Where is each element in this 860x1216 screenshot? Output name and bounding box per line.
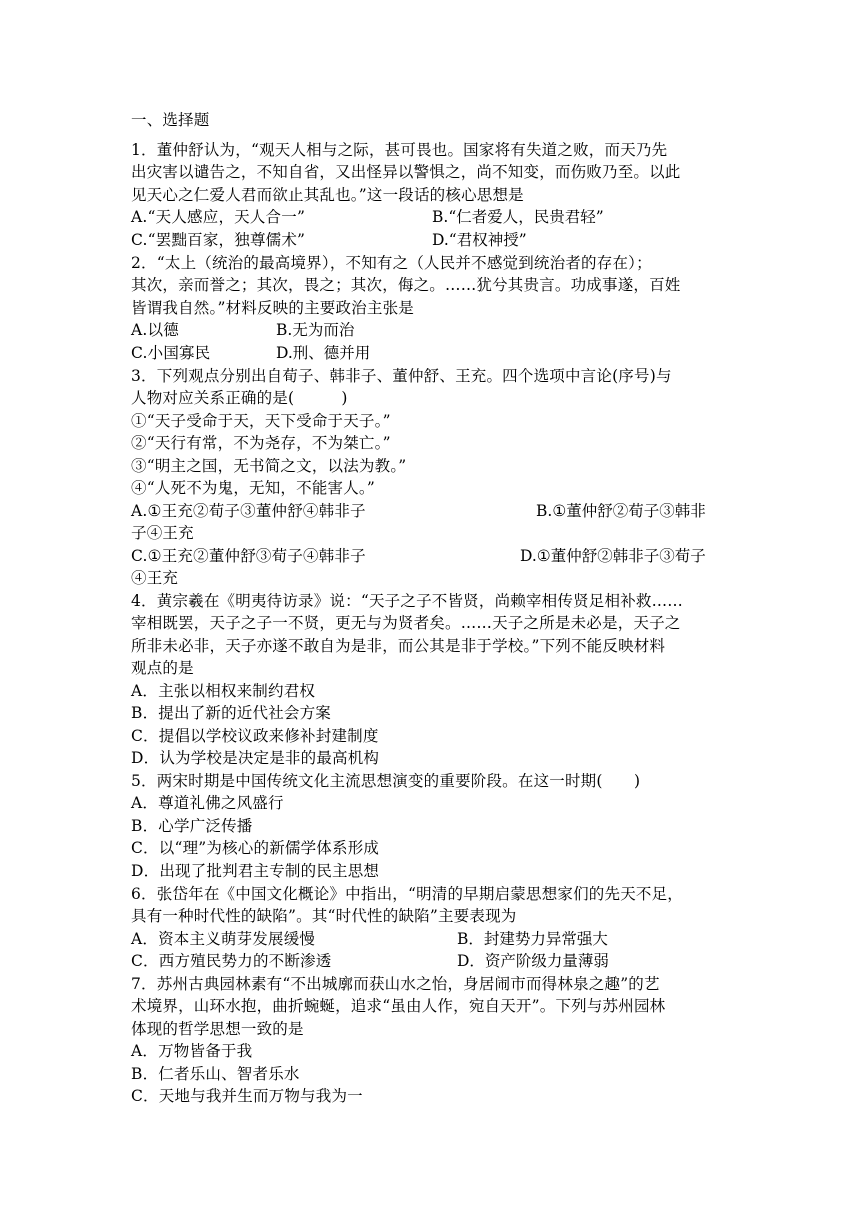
question-4-option-d: D．认为学校是决定是非的最高机构 xyxy=(131,749,380,767)
question-6-line-2: 具有一种时代性的缺陷”。其“时代性的缺陷”主要表现为 xyxy=(131,907,517,925)
question-3-line-2: 人物对应关系正确的是( ) xyxy=(131,389,348,407)
question-3-statement-2: ②“天行有常，不为尧存，不为桀亡。” xyxy=(131,434,391,452)
question-4-line-1: 4．黄宗羲在《明夷待访录》说：“天子之子不皆贤，尚赖宰相传贤足相补救…… xyxy=(131,592,683,610)
question-4-option-c: C．提倡以学校议政来修补封建制度 xyxy=(131,727,379,745)
question-6-option-b: B．封建势力异常强大 xyxy=(457,930,608,948)
question-1-line-1: 1．董仲舒认为，“观天人相与之际，甚可畏也。国家将有失道之败，而天乃先 xyxy=(131,141,668,159)
question-3-line-1: 3．下列观点分别出自荀子、韩非子、董仲舒、王充。四个选项中言论(序号)与 xyxy=(131,367,672,385)
question-6-option-d: D．资产阶级力量薄弱 xyxy=(457,952,609,970)
question-4-option-b: B．提出了新的近代社会方案 xyxy=(131,704,331,722)
question-6-line-1: 6．张岱年在《中国文化概论》中指出，“明清的早期启蒙思想家们的先天不足， xyxy=(131,885,683,903)
question-1-option-d: D.“君权神授” xyxy=(432,231,527,249)
question-1-option-b: B.“仁者爱人，民贵君轻” xyxy=(432,208,604,226)
question-1-line-3: 见天心之仁爱人君而欲止其乱也。”这一段话的核心思想是 xyxy=(131,186,524,204)
question-2-option-a: A.以德 xyxy=(131,321,179,339)
question-3-statement-4: ④“人死不为鬼，无知，不能害人。” xyxy=(131,479,375,497)
question-7-option-b: B．仁者乐山、智者乐水 xyxy=(131,1065,300,1083)
question-5-option-b: B．心学广泛传播 xyxy=(131,817,253,835)
question-7-option-a: A．万物皆备于我 xyxy=(131,1042,253,1060)
question-2-line-2: 其次，亲而誉之；其次，畏之；其次，侮之。……犹兮其贵言。功成事遂，百姓 xyxy=(131,276,681,294)
question-3-statement-3: ③“明主之国，无书简之文，以法为教。” xyxy=(131,457,407,475)
question-4-line-2: 宰相既罢，天子之子一不贤，更无与为贤者矣。……天子之所是未必是，天子之 xyxy=(131,614,681,632)
question-5-line-1: 5．两宋时期是中国传统文化主流思想演变的重要阶段。在这一时期( ) xyxy=(131,772,641,790)
question-3-statement-1: ①“天子受命于天，天下受命于天子。” xyxy=(131,412,391,430)
question-2-option-c: C.小国寡民 xyxy=(131,344,211,362)
question-1-line-2: 出灾害以谴告之，不知自省，又出怪异以警惧之，尚不知变，而伤败乃至。以此 xyxy=(131,163,681,181)
question-5-option-a: A．尊道礼佛之风盛行 xyxy=(131,794,284,812)
question-3-option-b-cont: 子④王充 xyxy=(131,524,194,542)
question-3-option-d-cont: ④王充 xyxy=(131,569,179,587)
question-4-option-a: A．主张以相权来制约君权 xyxy=(131,682,316,700)
question-2-option-b: B.无为而治 xyxy=(276,321,355,339)
question-1-option-a: A.“天人感应，天人合一” xyxy=(131,208,306,226)
question-3-option-b: B.①董仲舒②荀子③韩非 xyxy=(536,502,706,520)
section-title: 一、选择题 xyxy=(131,111,210,129)
question-7-line-1: 7．苏州古典园林素有“不出城廓而获山水之怡，身居闹市而得林泉之趣”的艺 xyxy=(131,975,660,993)
question-2-line-3: 皆谓我自然。”材料反映的主要政治主张是 xyxy=(131,299,414,317)
question-7-line-2: 术境界，山环水抱，曲折蜿蜒，追求“虽由人作，宛自天开”。下列与苏州园林 xyxy=(131,997,666,1015)
question-2-line-1: 2．“太上（统治的最高境界），不知有之（人民并不感觉到统治者的存在）； xyxy=(131,254,652,272)
question-6-option-a: A．资本主义萌芽发展缓慢 xyxy=(131,930,316,948)
question-1-option-c: C.“罢黜百家，独尊儒术” xyxy=(131,231,306,249)
question-2-option-d: D.刑、德并用 xyxy=(276,344,371,362)
question-5-option-d: D．出现了批判君主专制的民主思想 xyxy=(131,862,380,880)
question-3-option-a: A.①王充②荀子③董仲舒④韩非子 xyxy=(131,502,366,520)
question-7-line-3: 体现的哲学思想一致的是 xyxy=(131,1020,304,1038)
question-6-option-c: C．西方殖民势力的不断渗透 xyxy=(131,952,332,970)
question-3-option-d: D.①董仲舒②韩非子③荀子 xyxy=(520,547,706,565)
question-4-line-3: 所非未必非，天子亦遂不敢自为是非，而公其是非于学校。”下列不能反映材料 xyxy=(131,637,666,655)
question-3-option-c: C.①王充②董仲舒③荀子④韩非子 xyxy=(131,547,366,565)
question-7-option-c: C．天地与我并生而万物与我为一 xyxy=(131,1087,363,1105)
question-4-line-4: 观点的是 xyxy=(131,659,194,677)
question-5-option-c: C．以“理”为核心的新儒学体系形成 xyxy=(131,839,380,857)
